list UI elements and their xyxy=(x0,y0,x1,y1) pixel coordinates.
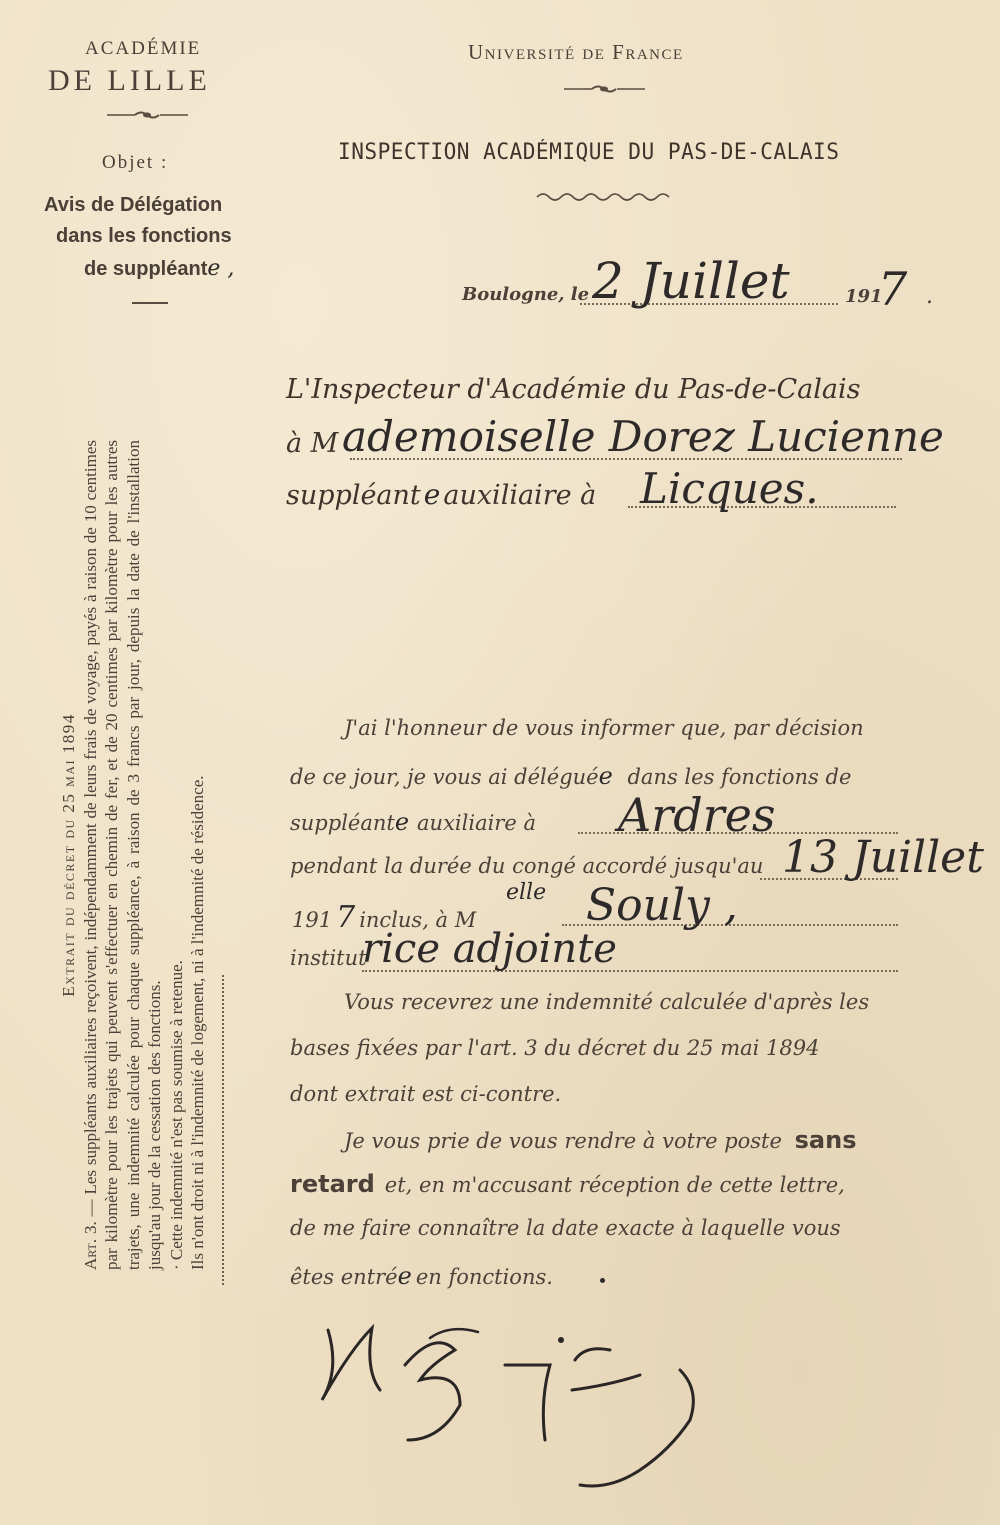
academy-line2: DE LILLE xyxy=(48,64,211,97)
ink-dot xyxy=(600,1278,605,1283)
handwritten-date: 2 Juillet xyxy=(592,252,790,310)
p3-line2 xyxy=(290,1170,845,1198)
p1-line4: pendant la durée du congé accordé jusqu'au xyxy=(290,854,764,878)
handwritten-year-digit: 7 xyxy=(878,262,908,316)
to-prefix: à M xyxy=(286,428,339,459)
p3-line2-text: et, en m'accusant réception de cette lettre, xyxy=(384,1173,845,1197)
ornament-divider-left xyxy=(105,108,190,122)
handwritten-place: Licques. xyxy=(640,464,819,513)
handwritten-place-ardres: Ardres xyxy=(618,788,776,842)
p1-line6: institut xyxy=(290,946,367,970)
p1-line3a: suppléant xyxy=(290,811,395,835)
p3-bold-retard: retard xyxy=(290,1170,375,1198)
p1-line2 xyxy=(290,762,851,790)
p2-line3: dont extrait est ci-contre. xyxy=(290,1082,562,1106)
object-line1: Avis de Délégation xyxy=(44,194,223,216)
handwritten-e3: e xyxy=(397,1262,412,1290)
university-title: Université de France xyxy=(468,40,684,64)
decree-title: Extrait du décret du 25 mai 1894 xyxy=(59,713,78,997)
date-period: . xyxy=(926,284,933,309)
p1-line2b: dans les fonctions de xyxy=(627,765,852,789)
handwritten-e-role: e xyxy=(423,478,441,511)
sender-line: L'Inspecteur d'Académie du Pas-de-Calais xyxy=(286,374,861,405)
object-line2: dans les fonctions xyxy=(56,225,232,247)
handwritten-name: ademoiselle Dorez Lucienne xyxy=(342,412,944,461)
handwritten-e1: e xyxy=(598,762,613,790)
handwritten-title-elle: elle xyxy=(506,880,547,905)
p3-line3: de me faire connaître la date exacte à laquelle vous xyxy=(290,1216,841,1240)
handwritten-role: rice adjointe xyxy=(362,926,617,972)
sidebar-decree-text xyxy=(58,440,209,1270)
p1-line5a: 191 xyxy=(292,908,333,932)
sidebar-dotted-rule xyxy=(222,975,224,1285)
p2-line2: bases fixées par l'art. 3 du décret du 25 mai 1894 xyxy=(290,1036,820,1060)
p3-bold-sans: sans xyxy=(794,1126,857,1154)
decree-line3: Ils n'ont droit ni à l'indemnité de logement, ni à l'indemnité de résidence. xyxy=(188,775,207,1270)
handwritten-name-souly: Souly , xyxy=(586,880,738,931)
decree-line2: · Cette indemnité n'est pas soumise à retenue. xyxy=(166,960,186,1270)
p3-line1a: Je vous prie de vous rendre à votre poste xyxy=(344,1129,782,1153)
inspection-title: INSPECTION ACADÉMIQUE DU PAS-DE-CALAIS xyxy=(338,140,840,165)
year-prefix: 191 xyxy=(845,286,883,307)
role-line xyxy=(286,478,596,511)
wavy-divider xyxy=(535,190,670,204)
handwritten-until: 13 Juillet xyxy=(782,832,984,883)
handwritten-suffix: e , xyxy=(207,256,235,281)
p3-line4 xyxy=(290,1262,553,1290)
handwritten-signature xyxy=(310,1310,730,1500)
object-line3 xyxy=(84,256,234,281)
p3-line1 xyxy=(344,1126,856,1154)
p3-line4b: en fonctions. xyxy=(415,1265,553,1289)
object-line3-text: de suppléant xyxy=(84,258,208,280)
handwritten-year-body: 7 xyxy=(336,900,356,935)
object-label: Objet : xyxy=(102,152,169,173)
divider-short xyxy=(132,302,168,304)
p3-line4a: êtes entré xyxy=(290,1265,398,1289)
role-suffix: auxiliaire à xyxy=(443,480,597,511)
handwritten-e2: e xyxy=(394,808,410,836)
p1-line5b: inclus, à M xyxy=(359,908,477,932)
p1-line3 xyxy=(290,808,536,836)
decree-article xyxy=(80,440,166,1270)
p1-line3b: auxiliaire à xyxy=(417,811,536,835)
ornament-divider-center xyxy=(562,82,647,96)
p2-line1: Vous recevrez une indemnité calculée d'après les xyxy=(344,990,870,1014)
decree-art-text: Les suppléants auxiliaires reçoivent, indépendamment de leurs frais de voyage, payés à raison de 10 centimes par kilomètre pour les trajets qui peuvent s'effectuer en chemin de fer, et de 20 centimes par kilomètre pour les autres trajets, une indemnité calculée pour chaque suppléance, à raison de 3 francs par jour, depuis la date de l'installation jusqu'au jour de la cessation des fonctions. xyxy=(80,440,164,1270)
date-place-label: Boulogne, le xyxy=(462,284,590,305)
p1-line1: J'ai l'honneur de vous informer que, par décision xyxy=(344,716,864,740)
decree-art-label: Art. 3. — xyxy=(80,1199,100,1270)
role-prefix: suppléant xyxy=(286,480,421,511)
academy-line1: ACADÉMIE xyxy=(85,38,202,59)
p1-line2a: de ce jour, je vous ai délégué xyxy=(290,765,599,789)
